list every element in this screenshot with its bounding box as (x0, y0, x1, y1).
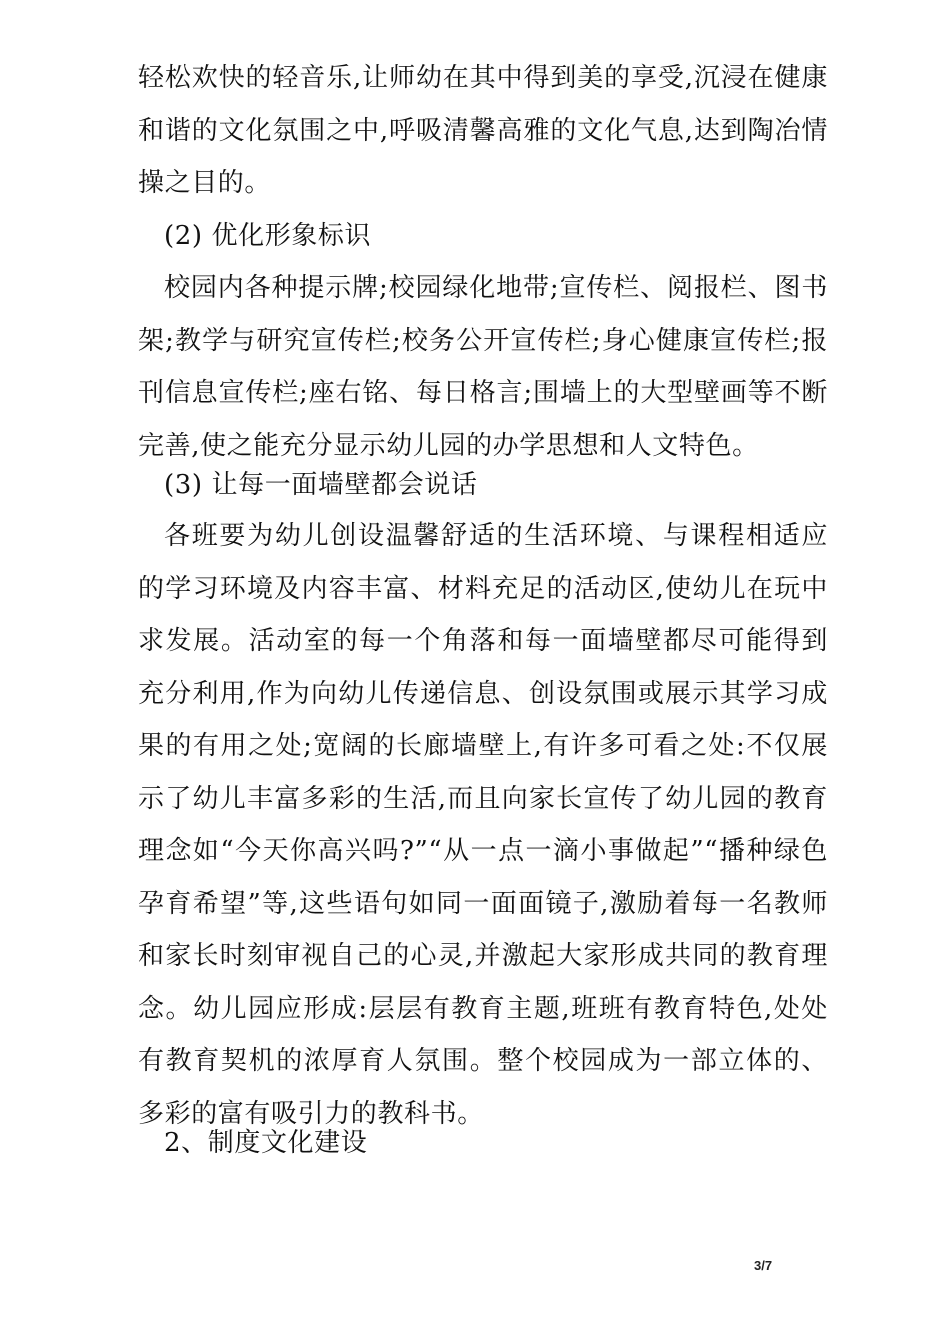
paragraph-campus-signage: 校园内各种提示牌;校园绿化地带;宣传栏、阅报栏、图书架;教学与研究宣传栏;校务公开宣传栏;身心健康宣传栏;报刊信息宣传栏;座右铭、每日格言;围墙上的大型壁画等不断完善,使之能充分显示幼儿园的办学思想和人文特色。 (138, 273, 828, 461)
paragraph-atmosphere-continuation: 轻松欢快的轻音乐,让师幼在其中得到美的享受,沉浸在健康和谐的文化氛围之中,呼吸清馨高雅的文化气息,达到陶冶情操之目的。 (138, 63, 828, 198)
subheading-optimize-signage: (2) 优化形象标识 (164, 221, 372, 251)
section-heading-institutional-culture: 2、制度文化建设 (164, 1128, 368, 1158)
paragraph-classroom-environment: 各班要为幼儿创设温馨舒适的生活环境、与课程相适应的学习环境及内容丰富、材料充足的活动区,使幼儿在玩中求发展。活动室的每一个角落和每一面墙壁都尽可能得到充分利用,作为向幼儿传递信息、创设氛围或展示其学习成果的有用之处;宽阔的长廊墙壁上,有许多可看之处:不仅展示了幼儿丰富多彩的生活,而且向家长宣传了幼儿园的教育理念如“今天你高兴吗?”“从一点一滴小事做起”“播种绿色孕育希望”等,这些语句如同一面面镜子,激励着每一名教师和家长时刻审视自己的心灵,并激起大家形成共同的教育理念。幼儿园应形成:层层有教育主题,班班有教育特色,处处有教育契机的浓厚育人氛围。整个校园成为一部立体的、多彩的富有吸引力的教科书。 (138, 521, 828, 1129)
subheading-talking-walls: (3) 让每一面墙壁都会说话 (164, 470, 478, 500)
page-number: 3/7 (754, 1258, 773, 1273)
